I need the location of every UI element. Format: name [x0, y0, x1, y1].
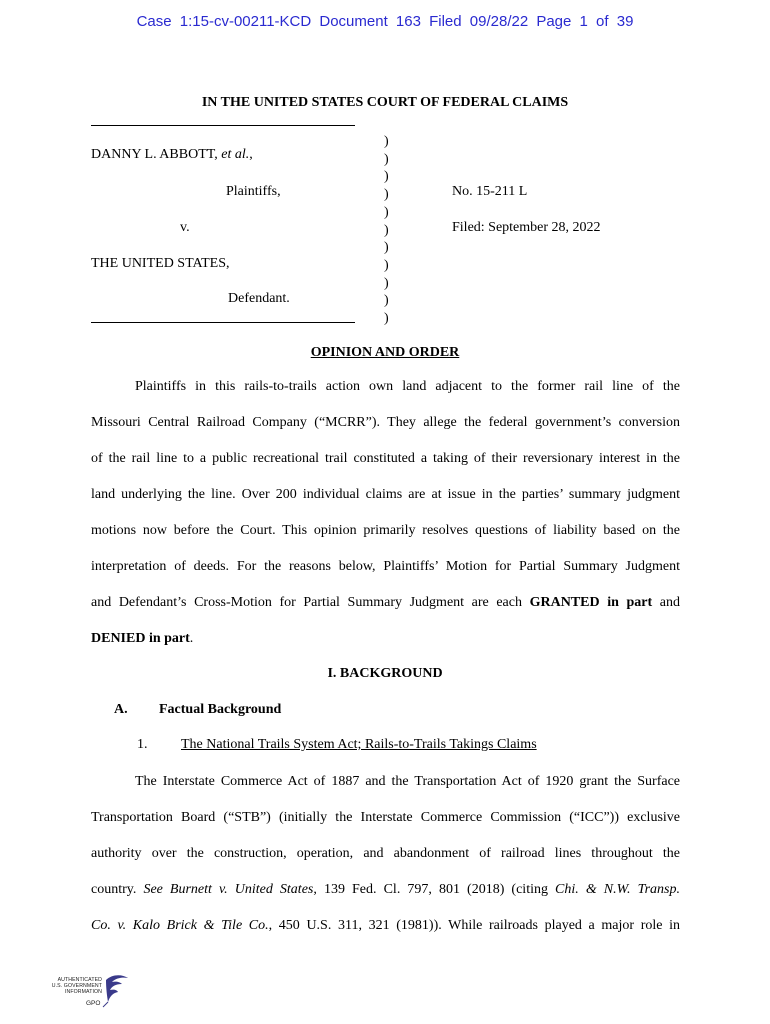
intro-paragraph	[91, 369, 680, 657]
paren: )	[384, 311, 389, 327]
section-heading-background: I. BACKGROUND	[327, 666, 443, 681]
plaintiff-role: Plaintiffs,	[226, 184, 281, 199]
intro-line-mixed	[91, 585, 680, 621]
intro-line: motions now before the Court. This opinion primarily resolves questions of liability based on the	[91, 523, 680, 538]
comma: ,	[249, 147, 253, 162]
body-text: , 139 Fed. Cl. 797, 801 (2018) (citing	[313, 882, 556, 897]
intro-text: and Defendant’s Cross-Motion for Partial Summary Judgment are each	[91, 595, 522, 610]
paren: )	[384, 222, 389, 238]
court-name: IN THE UNITED STATES COURT OF FEDERAL CLAIMS	[201, 95, 569, 110]
granted-in-part: GRANTED in part	[529, 595, 653, 610]
logo-text	[46, 977, 102, 995]
body-line: Transportation Board (“STB”) (initially the Interstate Commerce Commission (“ICC”)) exclusive	[91, 810, 680, 825]
intro-and: and	[652, 595, 680, 610]
logo-line: U.S. GOVERNMENT	[51, 983, 102, 989]
caption-parens	[384, 133, 389, 328]
body-text: country.	[91, 882, 144, 897]
caption-rule-top	[91, 125, 355, 126]
defendant-role: Defendant.	[228, 291, 290, 306]
plaintiff-name-text: DANNY L. ABBOTT,	[91, 147, 218, 162]
body-line-citation	[91, 908, 680, 944]
logo-line: AUTHENTICATED	[57, 977, 102, 983]
paren: )	[384, 293, 389, 309]
intro-line: Missouri Central Railroad Company (“MCRR”). They allege the federal government’s conversion	[91, 415, 680, 430]
filed-date: Filed: September 28, 2022	[452, 220, 601, 235]
gpo-label: GPO	[86, 1000, 101, 1007]
plaintiff-name	[91, 147, 253, 163]
paren: )	[384, 240, 389, 256]
section-a-number: A.	[114, 702, 128, 717]
eagle-icon	[102, 972, 130, 1008]
paren: )	[384, 169, 389, 185]
body-text: , 450 U.S. 311, 321 (1981)). While railroads played a major role in	[268, 918, 681, 933]
section-1-number: 1.	[137, 737, 148, 752]
opinion-title: OPINION AND ORDER	[310, 345, 460, 360]
paren: )	[384, 134, 389, 149]
intro-line: land underlying the line. Over 200 individual claims are at issue in the parties’ summary judgment	[91, 487, 680, 502]
intro-line: Plaintiffs in this rails-to-trails action own land adjacent to the former rail line of the	[135, 379, 680, 394]
intro-line: of the rail line to a public recreational trail constituted a taking of their reversionary interest in the	[91, 451, 680, 466]
versus: v.	[180, 220, 190, 235]
logo-line: INFORMATION	[64, 989, 102, 995]
denied-in-part: DENIED in part	[91, 631, 190, 646]
body-line: The Interstate Commerce Act of 1887 and the Transportation Act of 1920 grant the Surface	[135, 774, 680, 789]
citation-kalo: Co. v. Kalo Brick & Tile Co.	[91, 918, 269, 933]
body-paragraph	[91, 764, 680, 944]
gpo-authentication-logo	[46, 972, 130, 1010]
paren: )	[384, 257, 389, 273]
paren: )	[384, 151, 389, 167]
paren: )	[384, 187, 389, 203]
paren: )	[384, 275, 389, 291]
citation-burnett: See Burnett v. United States	[143, 882, 314, 897]
section-1-title: The National Trails System Act; Rails-to-Trails Takings Claims	[181, 737, 537, 752]
body-line: authority over the construction, operation, and abandonment of railroad lines throughout the	[91, 846, 680, 861]
period: .	[189, 631, 194, 646]
citation-chi: Chi. & N.W. Transp.	[555, 882, 681, 897]
body-line-citation	[91, 872, 680, 908]
defendant-name: THE UNITED STATES,	[91, 256, 230, 271]
section-a-title: Factual Background	[159, 702, 282, 717]
caption-rule-bottom	[91, 322, 355, 323]
intro-line-last	[91, 621, 680, 657]
intro-line: interpretation of deeds. For the reasons below, Plaintiffs’ Motion for Partial Summary Judgment	[91, 559, 680, 574]
case-number: No. 15-211 L	[452, 184, 528, 199]
et-al: et al.	[221, 147, 250, 162]
page-header: Case 1:15-cv-00211-KCD Document 163 Filed 09/28/22 Page 1 of 39	[136, 13, 634, 30]
paren: )	[384, 204, 389, 220]
